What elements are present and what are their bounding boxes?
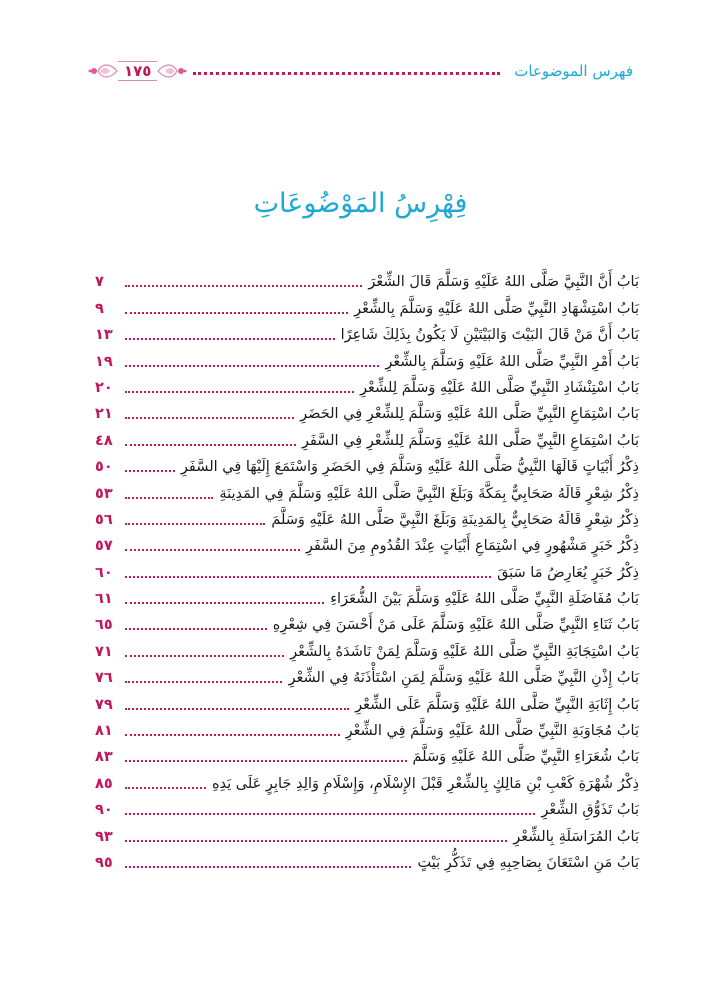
dotted-leader (125, 549, 300, 551)
dotted-leader (125, 365, 379, 367)
toc-entry[interactable] (95, 820, 639, 846)
toc-entry[interactable] (95, 530, 639, 556)
toc-entry-title: بَابُ تَذَوُّقِ الشِّعْرِ (541, 802, 639, 819)
dotted-leader (125, 285, 362, 287)
toc-entry-page: ٦٥ (95, 617, 113, 634)
toc-entry-title: بَابُ اسْتِجَابَةِ النَّبِيِّ صَلَّى اللهُ عَلَيْهِ وَسَلَّمَ لِمَنْ نَاشَدَهُ بِالشِّعْرِ (290, 643, 639, 660)
dotted-leader (125, 655, 284, 657)
toc-entry-page: ٢١ (95, 406, 113, 423)
page-number: ١٧٥ (118, 61, 157, 81)
dotted-leader (125, 734, 340, 736)
dotted-leader (125, 338, 335, 340)
toc-entry-page: ٥٣ (95, 485, 113, 502)
dotted-leader (125, 813, 535, 815)
toc-entry[interactable] (95, 556, 639, 582)
toc-entry-page: ٥٧ (95, 538, 113, 555)
toc-entry-title: ذِكْرُ شِعْرٍ قَالَهُ صَحَابِيٌّ بِالمَدِينَةِ وَبَلَغَ النَّبِيَّ صَلَّى اللهُ عَلَيْهِ وَسَلَّمَ (271, 511, 639, 528)
dotted-leader (125, 470, 175, 472)
toc-entry-title: بَابُ إِثَابَةِ النَّبِيِّ صَلَّى اللهُ عَلَيْهِ وَسَلَّمَ عَلَى الشِّعْرِ (355, 696, 639, 713)
toc-entry-title: ذِكْرُ خَبَرٍ مَشْهُورٍ فِي اسْتِمَاعِ أَبْيَاتٍ عِنْدَ القُدُومِ مِنَ السَّفَرِ (305, 538, 639, 555)
running-title: فهرس الموضوعات (514, 62, 633, 80)
toc-entry[interactable] (95, 741, 639, 767)
dotted-leader (125, 523, 265, 525)
dotted-leader (125, 602, 324, 604)
toc-entry[interactable] (95, 319, 639, 345)
toc-entry[interactable] (95, 715, 639, 741)
dotted-leader (125, 576, 491, 578)
toc-entry-title: بَابُ اسْتِنْشَادِ النَّبِيِّ صَلَّى اللهُ عَلَيْهِ وَسَلَّمَ لِلشِّعْرِ (360, 379, 639, 396)
dotted-leader (125, 444, 296, 446)
toc-entry-page: ٥٦ (95, 511, 113, 528)
toc-entry-page: ١٣ (95, 327, 113, 344)
page-number-badge (88, 60, 187, 82)
dotted-leader (125, 681, 282, 683)
table-of-contents (95, 266, 639, 873)
toc-entry-title: بَابُ مَنِ اسْتَعَانَ بِصَاحِبِهِ فِي تَذَكُّرِ بَيْتٍ (417, 854, 639, 871)
toc-entry-page: ٩٣ (95, 828, 113, 845)
toc-entry-page: ٦١ (95, 591, 113, 608)
toc-entry-page: ٩ (95, 300, 104, 317)
toc-entry-page: ٥٠ (95, 459, 113, 476)
toc-entry-title: بَابُ مُفَاضَلَةِ النَّبِيِّ صَلَّى اللهُ عَلَيْهِ وَسَلَّمَ بَيْنَ الشُّعَرَاءِ (330, 591, 639, 608)
toc-entry-page: ٢٠ (95, 379, 113, 396)
toc-entry-title: بَابُ اسْتِشْهَادِ النَّبِيِّ صَلَّى اللهُ عَلَيْهِ وَسَلَّمَ بِالشِّعْرِ (354, 300, 639, 317)
toc-entry[interactable] (95, 266, 639, 292)
toc-entry[interactable] (95, 583, 639, 609)
dotted-leader (125, 866, 411, 868)
toc-entry-title: بَابُ أَمْرِ النَّبِيِّ صَلَّى اللهُ عَلَيْهِ وَسَلَّمَ بِالشِّعْرِ (385, 353, 639, 370)
page-title: فِهْرِسُ المَوْضُوعَاتِ (253, 188, 468, 219)
toc-entry[interactable] (95, 504, 639, 530)
toc-entry-title: بَابُ شُعَرَاءِ النَّبِيِّ صَلَّى اللهُ عَلَيْهِ وَسَلَّمَ (412, 749, 639, 766)
dotted-leader (125, 497, 213, 499)
toc-entry-page: ٨٥ (95, 775, 113, 792)
toc-entry-title: ذِكْرُ خَبَرٍ يُعَارِضُ مَا سَبَقَ (497, 564, 639, 581)
toc-entry[interactable] (95, 345, 639, 371)
toc-entry[interactable] (95, 662, 639, 688)
dotted-leader (125, 417, 294, 419)
dotted-leader (125, 708, 349, 710)
toc-entry[interactable] (95, 767, 639, 793)
toc-entry-title: بَابُ أَنَّ مَنْ قَالَ البَيْتَ وَالبَيْتَيْنِ لَا يَكُونُ بِذَلِكَ شَاعِرًا (340, 327, 639, 344)
toc-entry[interactable] (95, 794, 639, 820)
flourish-left-icon (88, 60, 118, 82)
toc-entry-title: ذِكْرُ شُهْرَةِ كَعْبِ بْنِ مَالِكٍ بِالشِّعْرِ قَبْلَ الإِسْلَامِ، وَإِسْلَامِ وَالِدِ جَابِرٍ عَلَى يَدِهِ (211, 775, 639, 792)
toc-entry-title: بَابُ اسْتِمَاعِ النَّبِيِّ صَلَّى اللهُ عَلَيْهِ وَسَلَّمَ لِلشِّعْرِ فِي الحَضَرِ (300, 406, 639, 423)
page-header (88, 56, 633, 86)
toc-entry-page: ٧٩ (95, 696, 113, 713)
toc-entry[interactable] (95, 451, 639, 477)
toc-entry[interactable] (95, 477, 639, 503)
toc-entry-title: بَابُ اسْتِمَاعِ النَّبِيِّ صَلَّى اللهُ عَلَيْهِ وَسَلَّمَ لِلشِّعْرِ فِي السَّفَرِ (301, 432, 639, 449)
toc-entry[interactable] (95, 609, 639, 635)
toc-entry-title: بَابُ أَنَّ النَّبِيَّ صَلَّى اللهُ عَلَيْهِ وَسَلَّمَ قَالَ الشِّعْرَ (368, 274, 639, 291)
toc-entry-title: بَابُ إِذْنِ النَّبِيِّ صَلَّى اللهُ عَلَيْهِ وَسَلَّمَ لِمَنِ اسْتَأْذَنَهُ فِي الشِّعْرِ (288, 670, 639, 687)
dotted-leader (125, 628, 267, 630)
toc-entry-page: ٩٠ (95, 802, 113, 819)
toc-entry[interactable] (95, 847, 639, 873)
dotted-leader (125, 391, 354, 393)
toc-entry-page: ٧٦ (95, 670, 113, 687)
toc-entry[interactable] (95, 292, 639, 318)
toc-entry[interactable] (95, 688, 639, 714)
dotted-leader (125, 840, 507, 842)
toc-entry-title: بَابُ ثَنَاءِ النَّبِيِّ صَلَّى اللهُ عَلَيْهِ وَسَلَّمَ عَلَى مَنْ أَحْسَنَ فِي شِعْرِهِ (272, 617, 639, 634)
toc-entry-page: ٦٠ (95, 564, 113, 581)
flourish-right-icon (157, 60, 187, 82)
toc-entry[interactable] (95, 372, 639, 398)
toc-entry-page: ٤٨ (95, 432, 113, 449)
dotted-leader (125, 787, 206, 789)
dotted-leader (125, 312, 348, 314)
toc-entry[interactable] (95, 398, 639, 424)
toc-entry-page: ٧١ (95, 643, 113, 660)
toc-entry-page: ٨١ (95, 723, 113, 740)
toc-entry-title: بَابُ المُرَاسَلَةِ بِالشِّعْرِ (513, 828, 639, 845)
toc-entry-title: بَابُ مُجَاوَبَةِ النَّبِيِّ صَلَّى اللهُ عَلَيْهِ وَسَلَّمَ فِي الشِّعْرِ (345, 723, 639, 740)
toc-entry-page: ٨٣ (95, 749, 113, 766)
toc-entry-page: ٧ (95, 274, 104, 291)
header-dotted-leader (193, 72, 500, 75)
toc-entry[interactable] (95, 635, 639, 661)
toc-entry-title: ذِكْرُ شِعْرٍ قَالَهُ صَحَابِيٌّ بِمَكَّةَ وَبَلَغَ النَّبِيَّ صَلَّى اللهُ عَلَيْهِ وَسَلَّمَ فِي المَدِينَةِ (219, 485, 639, 502)
toc-entry-page: ١٩ (95, 353, 113, 370)
toc-entry[interactable] (95, 424, 639, 450)
dotted-leader (125, 760, 407, 762)
toc-entry-page: ٩٥ (95, 854, 113, 871)
toc-entry-title: ذِكْرُ أَبْيَاتٍ قَالَهَا النَّبِيُّ صَلَّى اللهُ عَلَيْهِ وَسَلَّمَ فِي الحَضَرِ وَاسْتَمَعَ إِلَيْهَا فِي السَّفَرِ (180, 459, 639, 476)
